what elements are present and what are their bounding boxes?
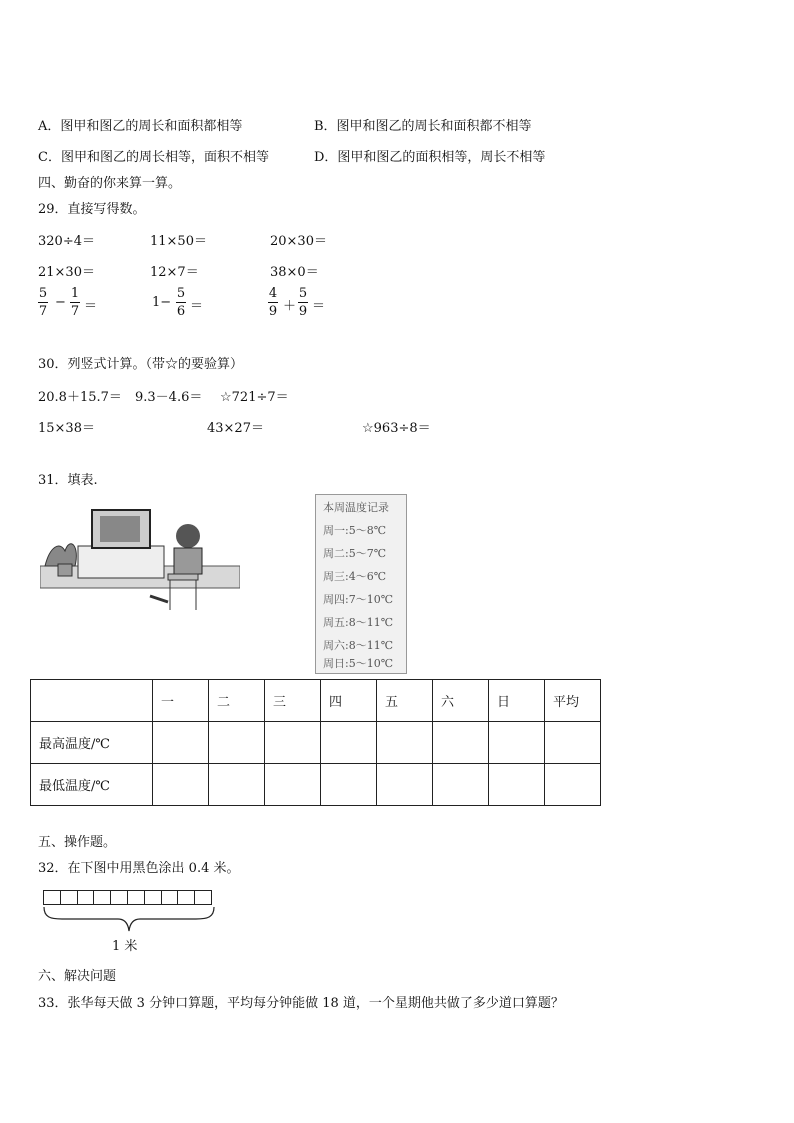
temperature-record-card (315, 494, 407, 674)
strip-cell[interactable] (161, 890, 179, 905)
operand: 1− (152, 295, 172, 310)
choice-a: A．图甲和图乙的周长和面积都相等 (38, 119, 243, 134)
q30-item: 9.3－4.6＝ (135, 390, 203, 405)
answer-cell[interactable] (153, 722, 209, 764)
meter-label: 1 米 (112, 939, 138, 954)
answer-cell[interactable] (153, 764, 209, 806)
answer-cell[interactable] (377, 722, 433, 764)
strip-cell[interactable] (77, 890, 95, 905)
answer-cell[interactable] (265, 722, 321, 764)
fraction: 5 7 (38, 286, 48, 319)
record-line: 周五:8～11℃ (323, 616, 394, 629)
section-5-heading: 五、操作题。 (38, 835, 117, 850)
record-line: 周三:4～6℃ (323, 570, 387, 583)
record-line: 周一:5～8℃ (323, 524, 387, 537)
q30-item: ☆963÷8＝ (362, 421, 431, 436)
operator: ＋ (283, 299, 297, 314)
strip-cell[interactable] (144, 890, 162, 905)
table-header-cell: 五 (377, 680, 433, 722)
answer-cell[interactable] (433, 764, 489, 806)
q30-item: 43×27＝ (207, 421, 264, 436)
answer-cell[interactable] (265, 764, 321, 806)
table-header-cell: 六 (433, 680, 489, 722)
strip-cell[interactable] (60, 890, 78, 905)
child-watching-tv-illustration (40, 506, 240, 618)
choice-b: B．图甲和图乙的周长和面积都不相等 (314, 119, 532, 134)
q29-item: 20×30＝ (270, 234, 327, 249)
record-line: 周日:5～10℃ (323, 657, 394, 670)
q29-item: 38×0＝ (270, 265, 319, 280)
q33-title: 33．张华每天做 3 分钟口算题，平均每分钟能做 18 道，一个星期他共做了多少道口算题？ (38, 996, 564, 1011)
q31-title: 31．填表. (38, 473, 98, 488)
answer-cell[interactable] (489, 722, 545, 764)
answer-cell[interactable] (209, 722, 265, 764)
table-row (31, 764, 601, 806)
table-header-cell: 四 (321, 680, 377, 722)
strip-cell[interactable] (43, 890, 61, 905)
fraction: 1 7 (70, 286, 80, 319)
answer-cell[interactable] (433, 722, 489, 764)
record-title: 本周温度记录 (323, 501, 389, 514)
fraction: 4 9 (268, 286, 278, 319)
strip-cell[interactable] (110, 890, 128, 905)
row-label: 最低温度/℃ (31, 764, 153, 806)
table-header-cell: 日 (489, 680, 545, 722)
section-4-heading: 四、勤奋的你来算一算。 (38, 176, 182, 191)
q30-item: ☆721÷7＝ (220, 390, 289, 405)
row-label: 最高温度/℃ (31, 722, 153, 764)
q29-item: 320÷4＝ (38, 234, 95, 249)
table-header-cell (31, 680, 153, 722)
equals: ＝ (312, 299, 326, 314)
strip-cell[interactable] (177, 890, 195, 905)
section-6-heading: 六、解决问题 (38, 969, 117, 984)
operator: − (55, 295, 66, 310)
table-header-cell: 二 (209, 680, 265, 722)
q29-item: 12×7＝ (150, 265, 199, 280)
table-header-cell: 一 (153, 680, 209, 722)
answer-cell[interactable] (489, 764, 545, 806)
q30-item: 20.8＋15.7＝ (38, 390, 122, 405)
temperature-table (30, 679, 601, 806)
answer-cell[interactable] (321, 764, 377, 806)
equals: ＝ (84, 299, 98, 314)
q30-title: 30．列竖式计算。（带☆的要验算） (38, 357, 244, 372)
answer-cell[interactable] (545, 764, 601, 806)
q29-title: 29．直接写得数。 (38, 202, 146, 217)
fraction: 5 9 (298, 286, 308, 319)
record-line: 周六:8～11℃ (323, 639, 394, 652)
table-header-cell: 三 (265, 680, 321, 722)
choice-c: C．图甲和图乙的周长相等，面积不相等 (38, 150, 269, 165)
answer-cell[interactable] (377, 764, 433, 806)
brace-icon (42, 905, 216, 935)
q29-item: 11×50＝ (150, 234, 207, 249)
record-line: 周四:7～10℃ (323, 593, 394, 606)
meter-strip (44, 890, 212, 905)
answer-cell[interactable] (209, 764, 265, 806)
q32-title: 32．在下图中用黑色涂出 0.4 米。 (38, 861, 240, 876)
table-header-cell: 平均 (545, 680, 601, 722)
table-header-row (31, 680, 601, 722)
q29-item: 21×30＝ (38, 265, 95, 280)
q30-item: 15×38＝ (38, 421, 95, 436)
fraction: 5 6 (176, 286, 186, 319)
strip-cell[interactable] (194, 890, 212, 905)
equals: ＝ (190, 299, 204, 314)
answer-cell[interactable] (545, 722, 601, 764)
strip-cell[interactable] (93, 890, 111, 905)
answer-cell[interactable] (321, 722, 377, 764)
strip-cell[interactable] (127, 890, 145, 905)
record-line: 周二:5～7℃ (323, 547, 387, 560)
choice-d: D．图甲和图乙的面积相等，周长不相等 (314, 150, 546, 165)
table-row (31, 722, 601, 764)
